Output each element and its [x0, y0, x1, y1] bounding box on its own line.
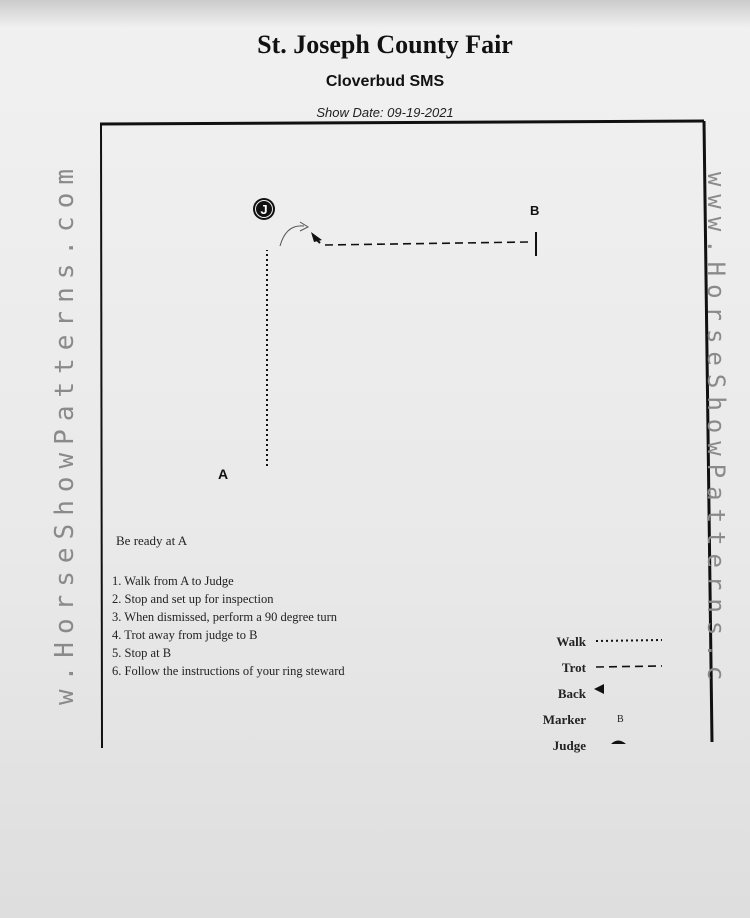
legend-walk [520, 630, 670, 656]
instruction-step: 4. Trot away from judge to B [112, 628, 258, 642]
class-name: Cloverbud SMS [325, 73, 445, 90]
legend-back-label: Back [557, 686, 586, 701]
marker-b: B [530, 203, 540, 218]
turn-arc [280, 226, 304, 246]
legend-trot [520, 656, 670, 682]
marker-a: A [218, 466, 229, 482]
instruction-list [112, 572, 345, 680]
legend [520, 630, 670, 754]
legend-judge-label: Judge [552, 738, 586, 753]
watermark-left: w.HorseShowPatterns.com [50, 160, 80, 706]
legend-walk-label: Walk [556, 634, 586, 649]
instruction-step: 2. Stop and set up for inspection [112, 592, 274, 606]
frame-left [101, 124, 102, 748]
page-title: St. Joseph County Fair [257, 30, 513, 59]
legend-marker-symbol: B [617, 714, 624, 725]
legend-trot-label: Trot [561, 660, 586, 675]
trot-path [325, 242, 528, 245]
frame-top [100, 121, 704, 124]
judge-letter: J [260, 202, 268, 217]
legend-marker-label: Marker [542, 712, 586, 727]
turn-arrow [300, 222, 308, 231]
legend-back [520, 682, 670, 708]
legend-judge [520, 734, 670, 754]
watermark-right: www.HorseShowPatterns.c [702, 171, 730, 689]
instruction-step: 3. When dismissed, perform a 90 degree turn [112, 610, 338, 624]
legend-marker [520, 708, 670, 734]
instruction-step: 6. Follow the instructions of your ring steward [112, 664, 345, 678]
instruction-step: 5. Stop at B [112, 646, 172, 660]
show-date: Show Date: 09-19-2021 [316, 105, 454, 120]
ready-instruction: Be ready at A [116, 533, 188, 548]
instruction-step: 1. Walk from A to Judge [112, 574, 234, 588]
